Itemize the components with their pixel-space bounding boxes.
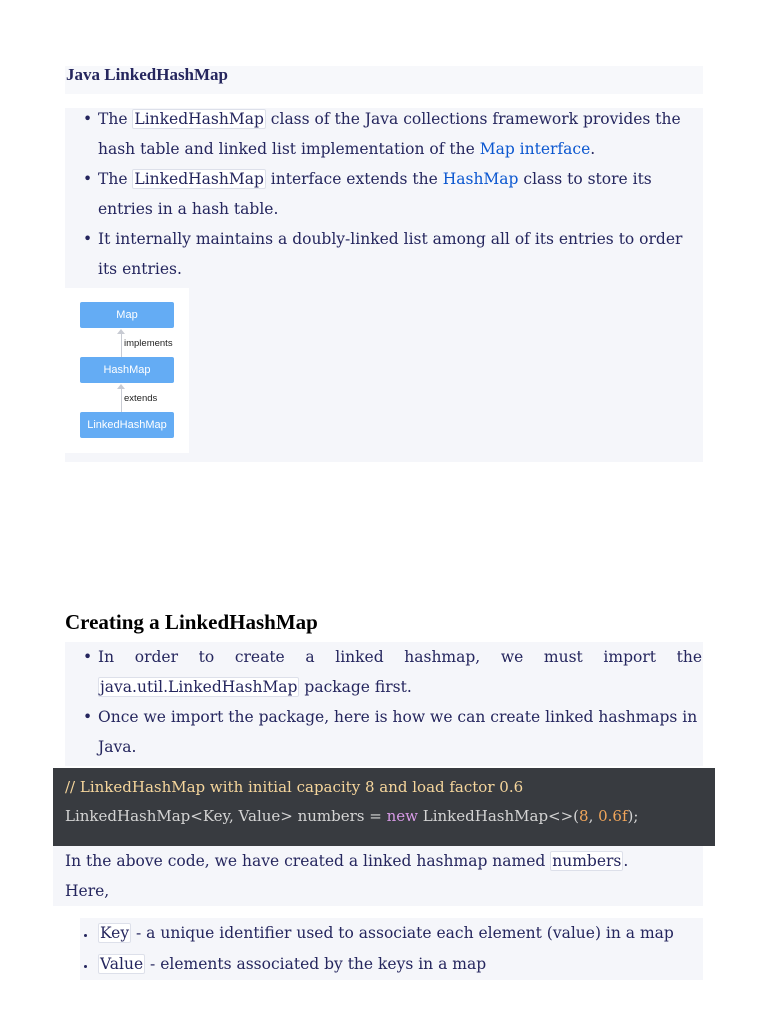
- code-line: [65, 802, 638, 831]
- section-heading: Creating a LinkedHashMap: [65, 610, 318, 634]
- definition-list-panel: [80, 918, 703, 980]
- code-text: );: [627, 807, 639, 825]
- diagram-box-hashmap: HashMap: [80, 357, 174, 383]
- text: In order to create a linked hashmap, we must import the: [98, 648, 702, 666]
- list-item: [65, 224, 690, 284]
- inline-code: java.util.LinkedHashMap: [100, 678, 298, 696]
- text: - elements associated by the keys in a map: [145, 955, 487, 973]
- text: class to store its entries in a hash table.: [98, 170, 652, 218]
- list-item: [65, 164, 690, 224]
- section-content-panel: [65, 642, 703, 766]
- text: package first.: [299, 678, 412, 696]
- list-item: [65, 642, 702, 702]
- bullet-list: [65, 104, 690, 284]
- inline-code: LinkedHashMap: [134, 110, 264, 128]
- code-block: [53, 768, 715, 846]
- text: It internally maintains a doubly-linked list among all of its entries to order its entries.: [98, 230, 683, 278]
- code-comment: // LinkedHashMap with initial capacity 8 and load factor 0.6: [65, 778, 524, 796]
- text: - a unique identifier used to associate each element (value) in a map: [131, 924, 674, 942]
- text: interface extends the: [265, 170, 443, 188]
- inline-code: Key: [100, 924, 130, 942]
- text: In the above code, we have created a linked hashmap named: [65, 852, 551, 870]
- connector-line: [121, 388, 122, 412]
- diagram-edge-label: implements: [124, 338, 173, 349]
- text: class of the Java collections framework provides the hash table and linked list implementation of the: [98, 110, 681, 158]
- diagram-box-linkedhashmap: LinkedHashMap: [80, 412, 174, 438]
- definition-list: [80, 918, 703, 980]
- section-title-bar: [65, 66, 703, 94]
- list-item: [65, 702, 702, 762]
- paragraph-line: [65, 846, 628, 876]
- bullet-list: [65, 642, 702, 762]
- text: .: [590, 140, 596, 158]
- map-interface-link[interactable]: Map interface: [479, 140, 591, 158]
- list-item: [80, 949, 703, 980]
- text: .: [623, 852, 629, 870]
- explanation-paragraph: [53, 846, 703, 906]
- diagram-edge-label: extends: [124, 393, 158, 404]
- code-number: 8: [579, 807, 589, 825]
- code-number: 0.6f: [598, 807, 628, 825]
- list-item: [80, 918, 703, 949]
- inline-code: Value: [100, 955, 144, 973]
- code-text: LinkedHashMap<>(: [418, 807, 580, 825]
- connector-line: [121, 333, 122, 357]
- code-text: LinkedHashMap<Key, Value> numbers =: [65, 807, 387, 825]
- text: The: [98, 170, 133, 188]
- code-text: ,: [588, 807, 599, 825]
- inline-code: LinkedHashMap: [134, 170, 264, 188]
- hashmap-link[interactable]: HashMap: [442, 170, 519, 188]
- diagram-box-map: Map: [80, 302, 174, 328]
- paragraph-line: Here,: [65, 882, 110, 900]
- text: Once we import the package, here is how we can create linked hashmaps in Java.: [98, 708, 698, 756]
- code-keyword: new: [386, 807, 418, 825]
- list-item: [65, 104, 690, 164]
- hierarchy-diagram: [65, 288, 189, 453]
- section-title: Java LinkedHashMap: [66, 65, 229, 84]
- text: The: [98, 110, 133, 128]
- inline-code: numbers: [552, 852, 622, 870]
